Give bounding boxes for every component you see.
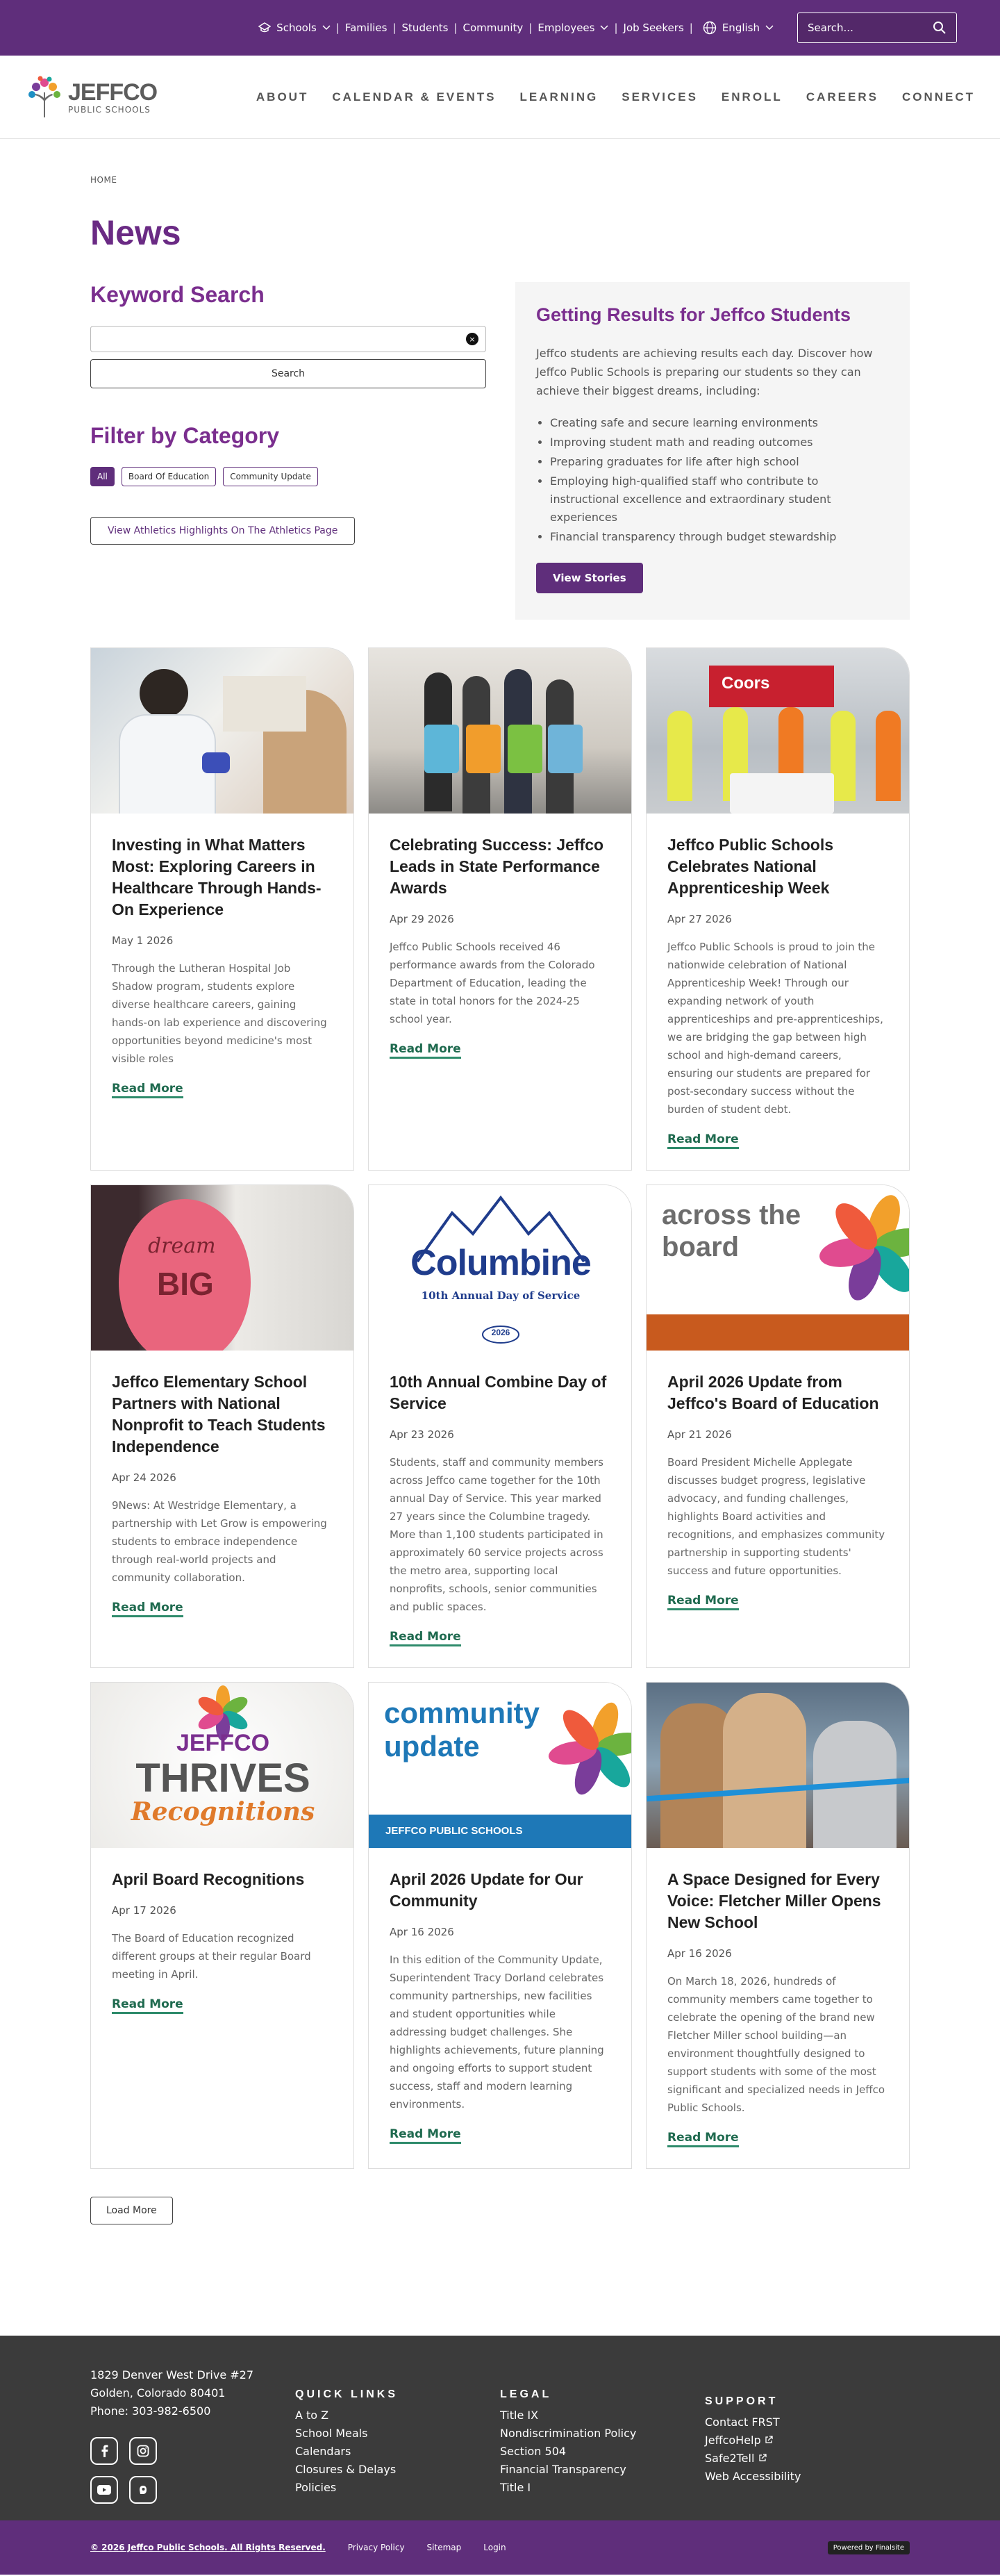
footer-link-policies[interactable]: Policies (295, 2481, 337, 2494)
utility-bar (0, 0, 1000, 56)
nav-about[interactable]: ABOUT (256, 90, 309, 104)
read-more-link[interactable]: Read More (667, 2131, 739, 2147)
card-date: Apr 21 2026 (667, 1428, 732, 1441)
page-title: News (90, 213, 181, 252)
year-text: 2026 (491, 1328, 510, 1337)
load-more-button[interactable]: Load More (90, 2197, 173, 2224)
divider: | (392, 22, 397, 34)
big-text: BIG (157, 1266, 214, 1302)
awards-photo[interactable] (369, 648, 631, 814)
divider: | (528, 22, 533, 34)
globe-icon (703, 21, 717, 35)
footer-link-a-to-z[interactable]: A to Z (295, 2409, 329, 2422)
footer-link-title-ix[interactable]: Title IX (500, 2409, 539, 2422)
nav-connect[interactable]: CONNECT (901, 90, 975, 104)
filter-category-title: Filter by Category (90, 423, 280, 448)
students-link[interactable]: Students (401, 22, 449, 34)
card-description: Board President Michelle Applegate discusses budget progress, legislative advocacy, and funding challenges, highlights Board activities and recognitions, and emphasizes community partnership in supporting students' success and future opportunities. (667, 1456, 885, 1577)
site-header (0, 56, 1000, 139)
news-card[interactable] (368, 1682, 632, 2169)
nav-learning[interactable]: LEARNING (519, 90, 599, 104)
flower-logo-icon (548, 1700, 631, 1804)
nav-careers[interactable]: CAREERS (806, 90, 878, 104)
footer-link-contact-frst[interactable]: Contact FRST (705, 2416, 780, 2429)
footer-link-nondiscrimination[interactable]: Nondiscrimination Policy (500, 2427, 637, 2440)
chevron-down-icon (322, 25, 331, 31)
read-more-link[interactable]: Read More (390, 1042, 461, 1059)
read-more-link[interactable]: Read More (390, 1630, 461, 1646)
job-seekers-link[interactable]: Job Seekers (623, 22, 684, 34)
legal-title: LEGAL (500, 2388, 552, 2400)
recognitions-text: Recognitions (131, 1797, 315, 1826)
district-app-icon[interactable] (129, 2476, 157, 2504)
card-title[interactable]: April 2026 Update for Our Community (390, 1870, 583, 1910)
news-card[interactable] (368, 647, 632, 1171)
card-date: Apr 27 2026 (667, 913, 732, 925)
across-the-board-graphic[interactable] (647, 1185, 909, 1351)
read-more-link[interactable]: Read More (112, 1997, 183, 2014)
legal-links (500, 2366, 705, 2504)
card-title[interactable]: Celebrating Success: Jeffco Leads in State Performance Awards (390, 836, 604, 897)
search-button[interactable]: Search (90, 359, 486, 388)
jeffco-thrives-graphic[interactable] (91, 1683, 353, 1848)
news-grid (90, 647, 910, 2169)
keyword-search-title: Keyword Search (90, 282, 265, 307)
community-text: community (384, 1696, 540, 1729)
news-card[interactable] (90, 647, 354, 1171)
card-date: Apr 24 2026 (112, 1471, 176, 1484)
site-footer (0, 2336, 1000, 2520)
news-card[interactable] (646, 647, 910, 1171)
breadcrumb (90, 175, 910, 185)
footer-link-closures[interactable]: Closures & Delays (295, 2463, 397, 2476)
employees-label: Employees (538, 22, 595, 34)
results-item: • Improving student math and reading outcomes (550, 434, 890, 452)
utility-nav (253, 21, 779, 35)
results-list (536, 414, 890, 546)
card-title[interactable]: Jeffco Public Schools Celebrates National Apprenticeship Week (667, 836, 833, 897)
language-selector[interactable] (697, 21, 779, 35)
divider: | (614, 22, 618, 34)
external-link-icon (758, 2454, 767, 2462)
powered-by-badge[interactable]: Powered by Finalsite (828, 2541, 910, 2554)
nav-calendar-events[interactable]: CALENDAR & EVENTS (332, 90, 497, 104)
card-date: Apr 29 2026 (390, 913, 454, 925)
chip-board-of-education[interactable]: Board Of Education (122, 467, 216, 486)
banner-graphic: Coors (709, 666, 834, 707)
columbine-day-of-service-logo[interactable] (369, 1185, 631, 1351)
athletics-highlights-button[interactable]: View Athletics Highlights On The Athletics Page (90, 517, 355, 545)
results-panel (515, 282, 910, 620)
community-update-graphic[interactable] (369, 1683, 631, 1848)
footer-link-school-meals[interactable]: School Meals (295, 2427, 368, 2440)
nav-enroll[interactable]: ENROLL (721, 90, 783, 104)
search-and-results (90, 282, 910, 620)
board-text: board (662, 1232, 740, 1262)
quick-links (295, 2366, 500, 2504)
clear-icon[interactable]: × (466, 333, 478, 345)
card-title[interactable]: Investing in What Matters Most: Exploring Careers in Healthcare Through Hands-On Experience (112, 836, 322, 918)
main-nav (256, 90, 975, 104)
school-icon (258, 22, 271, 33)
quick-links-title: QUICK LINKS (295, 2388, 398, 2400)
read-more-link[interactable]: Read More (112, 1601, 183, 1617)
nav-services[interactable]: SERVICES (622, 90, 698, 104)
card-title[interactable]: A Space Designed for Every Voice: Fletcher Miller Opens New School (667, 1870, 881, 1931)
news-card[interactable] (90, 1184, 354, 1668)
card-title[interactable]: Jeffco Elementary School Partners with National Nonprofit to Teach Students Independence (112, 1373, 326, 1455)
healthcare-lab-photo[interactable] (91, 648, 353, 814)
footer-bottom-bar (0, 2520, 1000, 2575)
thrives-text: THRIVES (135, 1756, 310, 1801)
site-logo[interactable] (25, 76, 157, 119)
jeffco-banner-text: JEFFCO PUBLIC SCHOOLS (369, 1815, 631, 1848)
read-more-link[interactable]: Read More (112, 1082, 183, 1098)
schools-menu[interactable] (253, 22, 336, 34)
thrives-jeffco-text: JEFFCO (176, 1730, 270, 1756)
main-content (90, 175, 910, 2224)
read-more-link[interactable]: Read More (390, 2127, 461, 2144)
card-description: Students, staff and community members across Jeffco came together for the 10th annual Day of Service. This year marked 27 years since the Columbine tragedy. More than 1,100 students participated in approximately 60 service projects across the metro area, supporting local nonprofits, schools, senior communities and public spaces. (390, 1456, 603, 1613)
news-card[interactable] (646, 1682, 910, 2169)
card-date: Apr 23 2026 (390, 1428, 454, 1441)
news-card[interactable] (368, 1184, 632, 1668)
footer-link-title-i[interactable]: Title I (500, 2481, 531, 2494)
card-title[interactable]: April Board Recognitions (112, 1870, 305, 1888)
footer-link-financial-transparency[interactable]: Financial Transparency (500, 2463, 626, 2476)
category-chips (90, 467, 486, 486)
families-link[interactable]: Families (344, 22, 388, 34)
read-more-link[interactable]: Read More (667, 1594, 739, 1610)
tree-logo-icon (25, 76, 64, 119)
login-link[interactable]: Login (483, 2543, 506, 2552)
site-search-input[interactable] (808, 22, 919, 34)
support-links (705, 2366, 910, 2504)
divider: | (689, 22, 693, 34)
apprenticeship-photo[interactable] (647, 648, 909, 814)
footer-link-calendars[interactable]: Calendars (295, 2445, 351, 2458)
results-item: • Employing high-qualified staff who contribute to instructional excellence and extraordinary student experiences (550, 472, 890, 527)
social-links (90, 2437, 194, 2504)
across-text: across the (662, 1200, 801, 1230)
community-link[interactable]: Community (462, 22, 524, 34)
address-line-1: 1829 Denver West Drive #27 (90, 2368, 254, 2381)
chip-community-update[interactable]: Community Update (223, 467, 318, 486)
dream-big-photo[interactable] (91, 1185, 353, 1351)
chevron-down-icon (765, 25, 774, 31)
card-description: Jeffco Public Schools received 46 performance awards from the Colorado Department of Education, leading the state in total honors for the 2024-25 school year. (390, 941, 595, 1025)
card-description: In this edition of the Community Update, Superintendent Tracy Dorland celebrates community partnerships, new facilities and student opportunities while addressing budget challenges. She highlights achievements, future planning and ongoing efforts to support student success, staff and modern learning environments. (390, 1954, 604, 2111)
schools-label: Schools (276, 22, 317, 34)
footer-link-section-504[interactable]: Section 504 (500, 2445, 567, 2458)
card-description: 9News: At Westridge Elementary, a partnership with Let Grow is empowering students to embrace independence through real-world projects and community collaboration. (112, 1499, 327, 1584)
results-item: • Creating safe and secure learning environments (550, 414, 890, 432)
view-stories-button[interactable]: View Stories (536, 563, 643, 593)
results-intro: Jeffco students are achieving results each day. Discover how Jeffco Public Schools is preparing our students so they can achieve their biggest dreams, including: (536, 347, 873, 397)
divider: | (335, 22, 340, 34)
news-card[interactable] (90, 1682, 354, 2169)
footer-link-web-accessibility[interactable]: Web Accessibility (705, 2470, 801, 2483)
support-title: SUPPORT (705, 2395, 778, 2407)
breadcrumb-home[interactable]: HOME (90, 175, 117, 185)
external-link-icon (765, 2436, 773, 2444)
chevron-down-icon (600, 25, 608, 31)
ribbon-cutting-photo[interactable] (647, 1683, 909, 1848)
card-title[interactable]: 10th Annual Combine Day of Service (390, 1373, 607, 1412)
jeffcohelp-label: JeffcoHelp (705, 2434, 761, 2447)
results-title: Getting Results for Jeffco Students (536, 304, 851, 325)
read-more-link[interactable]: Read More (667, 1132, 739, 1149)
footer-link-jeffcohelp[interactable] (705, 2434, 773, 2447)
card-date: Apr 16 2026 (667, 1947, 732, 1960)
divider: | (453, 22, 458, 34)
card-description: The Board of Education recognized different groups at their regular Board meeting in April. (112, 1932, 311, 1981)
site-search (797, 13, 957, 43)
flower-logo-icon (819, 1192, 909, 1303)
card-title[interactable]: April 2026 Update from Jeffco's Board of Education (667, 1373, 879, 1412)
privacy-policy-link[interactable]: Privacy Policy (347, 2543, 405, 2552)
chip-all[interactable]: All (90, 467, 115, 486)
footer-link-safe2tell[interactable] (705, 2452, 767, 2465)
news-card[interactable] (646, 1184, 910, 1668)
card-date: Apr 17 2026 (112, 1904, 176, 1917)
instagram-icon[interactable] (129, 2437, 157, 2465)
card-date: May 1 2026 (112, 934, 174, 947)
card-description: Jeffco Public Schools is proud to join the nationwide celebration of National Apprenticeship Week! Through our expanding network of youth apprenticeships and pre-apprenticeships, we are bridging the gap between high school and high-demand careers, ensuring our students are prepared for post-secondary success without the burden of student debt. (667, 941, 883, 1116)
youtube-icon[interactable] (90, 2476, 118, 2504)
copyright-link[interactable]: © 2026 Jeffco Public Schools. All Rights Reserved. (90, 2543, 326, 2552)
columbine-wordmark: Columbine (410, 1243, 591, 1283)
card-description: Through the Lutheran Hospital Job Shadow program, students explore diverse healthcare careers, gaining hands-on lab experience and discovering opportunities beyond medicine's most visible roles (112, 962, 327, 1065)
employees-menu[interactable] (532, 22, 614, 34)
dream-text: dream (148, 1234, 216, 1258)
search-filters (90, 282, 486, 620)
card-date: Apr 16 2026 (390, 1926, 454, 1938)
phone-number: Phone: 303-982-6500 (90, 2404, 211, 2418)
safe2tell-label: Safe2Tell (705, 2452, 755, 2465)
results-item: • Preparing graduates for life after high school (550, 453, 890, 471)
results-item: • Financial transparency through budget stewardship (550, 528, 890, 546)
address-line-2: Golden, Colorado 80401 (90, 2386, 226, 2400)
day-of-service-text: 10th Annual Day of Service (421, 1289, 581, 1302)
keyword-search-input[interactable] (90, 326, 486, 352)
language-label: English (722, 22, 760, 34)
sitemap-link[interactable]: Sitemap (426, 2543, 462, 2552)
update-text: update (384, 1730, 480, 1762)
card-description: On March 18, 2026, hundreds of community members came together to celebrate the opening of the brand new Fletcher Miller school building—an environment thoughtfully designed to support students with some of the most significant and specialized needs in Jeffco Public Schools. (667, 1975, 885, 2114)
logo-subtitle: PUBLIC SCHOOLS (68, 104, 151, 115)
search-icon[interactable] (933, 21, 947, 35)
facebook-icon[interactable] (90, 2437, 118, 2465)
footer-address (90, 2366, 295, 2504)
logo-name: JEFFCO (68, 79, 158, 106)
